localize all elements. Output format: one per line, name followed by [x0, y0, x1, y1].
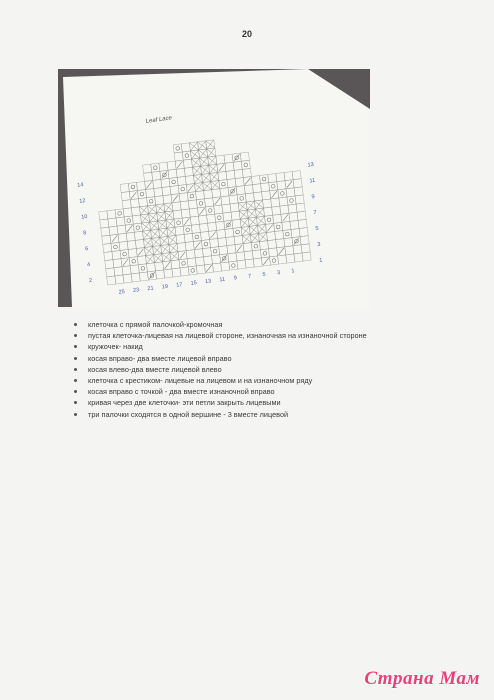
handwritten-chart-title: Leaf Lace — [145, 115, 173, 125]
site-watermark: Страна Мам — [364, 668, 480, 689]
chart-number-label: 11 — [219, 276, 226, 284]
chart-number-label: 21 — [147, 285, 154, 293]
chart-number-label: 14 — [77, 182, 84, 189]
chart-number-label: 1 — [319, 257, 323, 264]
legend-item: пустая клеточка-лицевая на лицевой стороне, изнаночная на изнаночной стороне — [72, 330, 367, 341]
chart-number-label: 15 — [190, 280, 198, 287]
chart-number-label: 12 — [79, 197, 86, 205]
chart-number-label: 7 — [247, 273, 252, 280]
chart-number-label: 19 — [161, 283, 169, 291]
legend-item: клеточка с прямой палочкой-кромочная — [72, 319, 367, 330]
chart-number-label: 25 — [118, 289, 126, 296]
legend-item: кружочек- накид — [72, 341, 367, 352]
legend-item: клеточка с крестиком- лицевые на лицевом и на изнаночном ряду — [72, 375, 367, 386]
chart-number-label: 8 — [82, 230, 87, 237]
chart-number-label: 13 — [204, 278, 212, 286]
legend-item: три палочки сходятся в одной вершине - 3 вместе лицевой — [72, 409, 367, 420]
legend-item: кривая через две клеточки- эти петли закрыть лицевыми — [72, 397, 367, 408]
chart-number-label: 10 — [80, 213, 88, 221]
knitting-chart-drawing — [58, 69, 370, 307]
legend-item: косая влево-два вместе лицевой влево — [72, 364, 367, 375]
chart-number-label: 3 — [317, 241, 321, 248]
chart-number-label: 11 — [309, 177, 316, 185]
chart-number-label: 3 — [276, 269, 281, 277]
chart-number-label: 5 — [262, 271, 267, 279]
legend-item: косая вправо с точкой - два вместе изнаночной вправо — [72, 386, 367, 397]
chart-number-label: 9 — [233, 275, 238, 282]
page-number: 20 — [241, 29, 252, 39]
chart-number-label: 1 — [291, 268, 295, 275]
chart-number-label: 7 — [313, 209, 317, 217]
chart-number-label: 13 — [307, 161, 315, 169]
chart-number-label: 17 — [175, 281, 183, 289]
chart-number-label: 23 — [132, 287, 140, 294]
chart-number-label: 5 — [315, 225, 319, 233]
legend-item: косая вправо- два вместе лицевой вправо — [72, 353, 367, 364]
chart-number-label: 4 — [86, 261, 91, 269]
knitting-chart-photo — [58, 69, 370, 307]
symbol-legend — [72, 319, 367, 420]
chart-number-label: 6 — [84, 245, 89, 253]
paper-sheet — [63, 69, 370, 307]
chart-number-label: 9 — [311, 194, 315, 201]
chart-number-label: 2 — [88, 277, 93, 285]
